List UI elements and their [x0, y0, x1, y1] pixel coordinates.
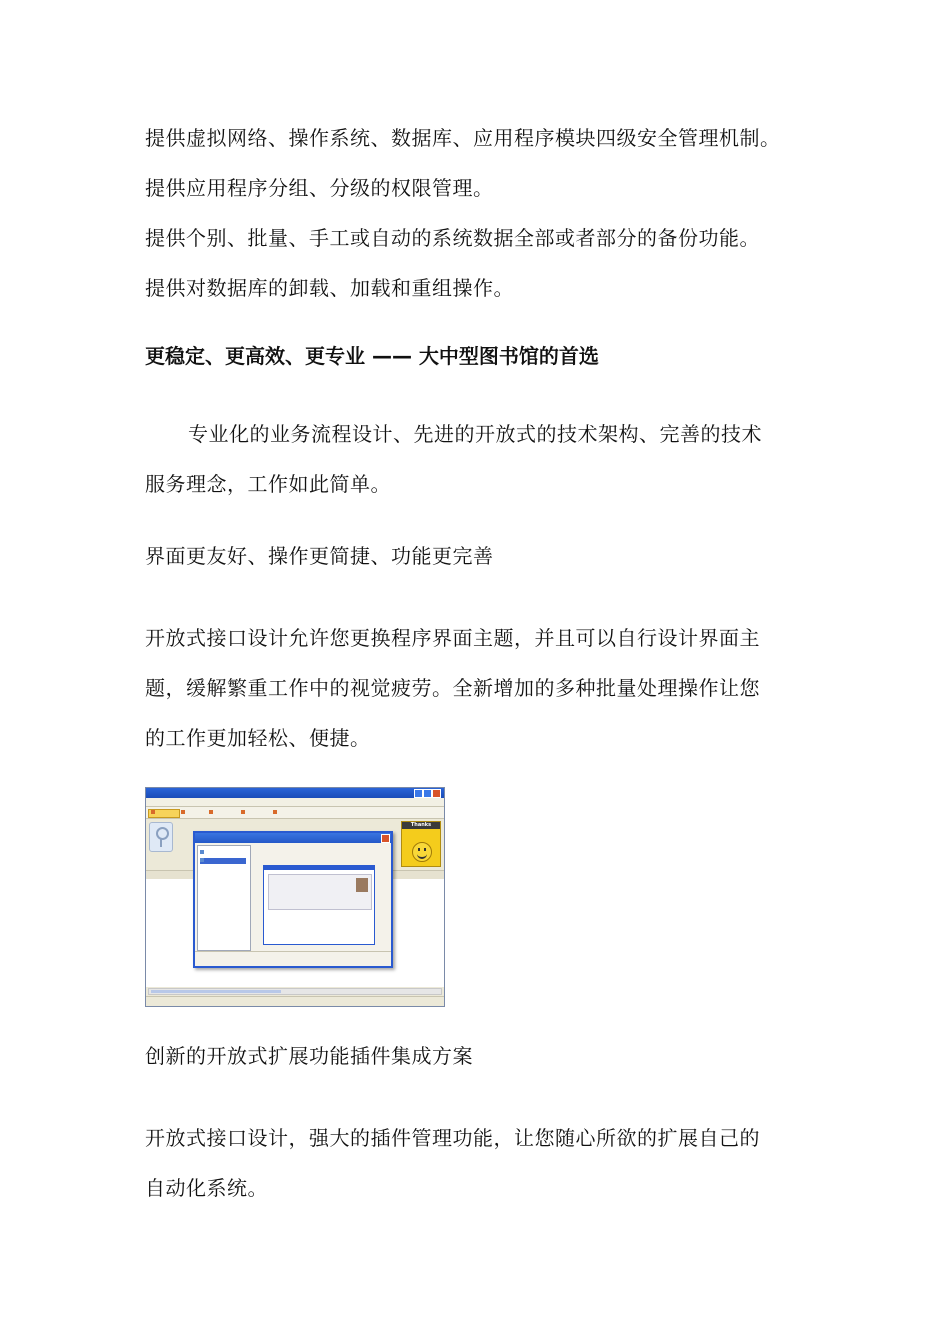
dialog-titlebar [195, 833, 391, 843]
toolbar-button-4 [238, 809, 272, 818]
thanks-label: Thanks [402, 822, 440, 829]
app-menubar [146, 798, 444, 807]
preview-photo [356, 878, 368, 892]
skin-icon [200, 858, 204, 862]
skin-item [200, 850, 246, 856]
paragraph-intro-line1: 专业化的业务流程设计、先进的开放式的技术架构、完善的技术 [188, 422, 762, 446]
toolbar-icon [209, 810, 213, 814]
paragraph-intro-line2: 服务理念，工作如此简单。 [145, 472, 391, 496]
paragraph-plugins-line1: 开放式接口设计，强大的插件管理功能，让您随心所欲的扩展自己的 [145, 1126, 760, 1150]
thanks-sub [404, 831, 438, 841]
skin-preview-image [263, 865, 375, 945]
maximize-icon [423, 789, 432, 798]
dialog-close-icon [381, 834, 390, 843]
app-titlebar [146, 788, 444, 798]
toolbar-icon [181, 810, 185, 814]
subheading-plugins: 创新的开放式扩展功能插件集成方案 [145, 1044, 473, 1068]
key-icon [149, 822, 173, 852]
paragraph-database: 提供对数据库的卸载、加载和重组操作。 [145, 276, 514, 300]
subheading-interface: 界面更友好、操作更简捷、功能更完善 [145, 544, 494, 568]
close-icon [432, 789, 441, 798]
application-screenshot [145, 787, 445, 1007]
paragraph-interface-line1: 开放式接口设计允许您更换程序界面主题，并且可以自行设计界面主 [145, 626, 760, 650]
paragraph-plugins-line2: 自动化系统。 [145, 1176, 268, 1200]
dialog-footer [195, 951, 391, 965]
app-toolbar [146, 807, 444, 819]
skin-item-selected [200, 858, 246, 864]
app-statusbar [146, 996, 444, 1007]
dialog-skin-list [197, 845, 251, 951]
smiley-icon [412, 842, 432, 862]
thanks-badge [401, 821, 441, 867]
paragraph-interface-line3: 的工作更加轻松、便捷。 [145, 726, 371, 750]
paragraph-backup: 提供个别、批量、手工或自动的系统数据全部或者部分的备份功能。 [145, 226, 760, 250]
dialog-preview-area [253, 845, 387, 949]
toolbar-icon [151, 810, 155, 814]
toolbar-icon [241, 810, 245, 814]
paragraph-security: 提供虚拟网络、操作系统、数据库、应用程序模块四级安全管理机制。 [145, 126, 781, 150]
toolbar-icon [273, 810, 277, 814]
paragraph-interface-line2: 题，缓解繁重工作中的视觉疲劳。全新增加的多种批量处理操作让您 [145, 676, 760, 700]
toolbar-button-2 [178, 809, 208, 818]
app-scrollbar [148, 988, 442, 995]
toolbar-button-5 [270, 809, 302, 818]
toolbar-button-3 [206, 809, 240, 818]
section-heading: 更稳定、更高效、更专业 —— 大中型图书馆的首选 [145, 344, 599, 368]
skin-icon [200, 850, 204, 854]
minimize-icon [414, 789, 423, 798]
toolbar-button-1 [148, 809, 180, 818]
skin-dialog [193, 831, 393, 968]
paragraph-permissions: 提供应用程序分组、分级的权限管理。 [145, 176, 494, 200]
